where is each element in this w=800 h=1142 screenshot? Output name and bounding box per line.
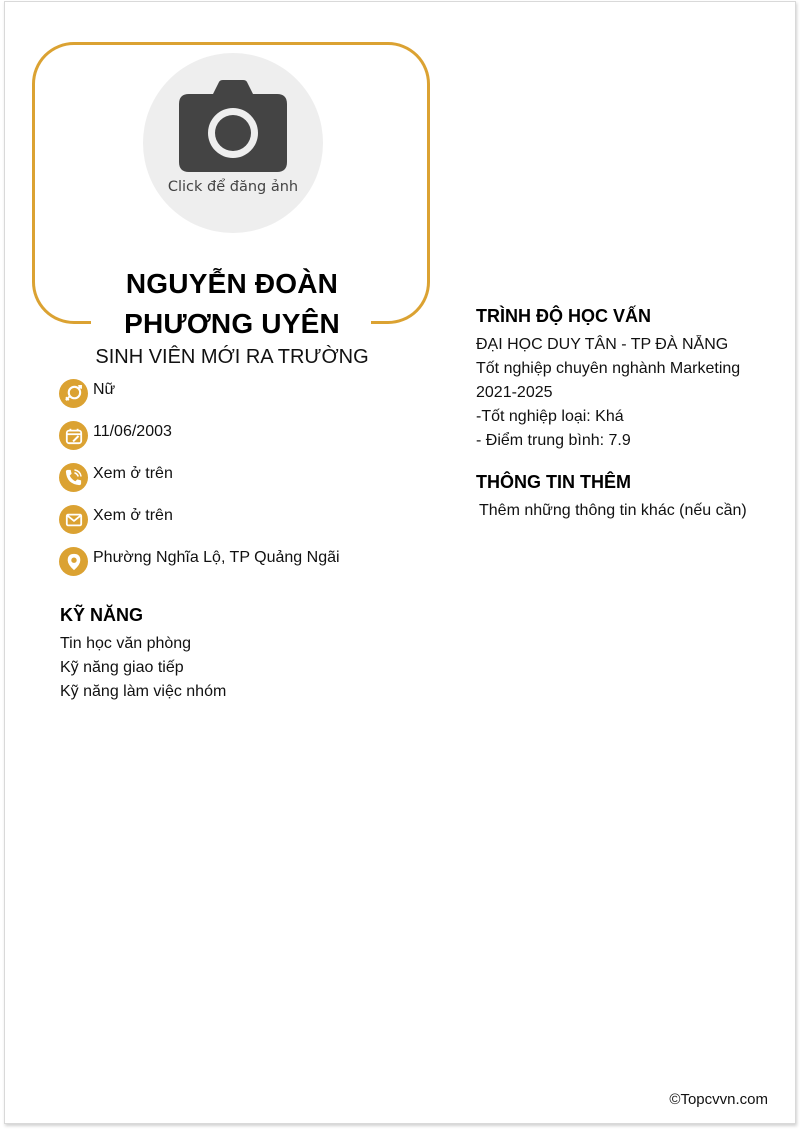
address-value: Phường Nghĩa Lộ, TP Quảng Ngãi xyxy=(93,549,340,566)
full-name xyxy=(45,264,419,344)
contact-gender xyxy=(59,378,340,420)
name-line-2: PHƯƠNG UYÊN xyxy=(124,308,340,339)
education-line: -Tốt nghiệp loại: Khá xyxy=(476,408,624,425)
contact-email xyxy=(59,504,340,546)
skill-item: Kỹ năng giao tiếp xyxy=(60,659,184,676)
skills-section xyxy=(60,605,420,704)
birthday-value: 11/06/2003 xyxy=(93,423,172,440)
job-title: SINH VIÊN MỚI RA TRƯỜNG xyxy=(95,346,369,368)
gender-value: Nữ xyxy=(93,381,116,398)
education-section xyxy=(476,306,786,453)
phone-value: Xem ở trên xyxy=(93,465,173,482)
additional-info-title: THÔNG TIN THÊM xyxy=(476,472,631,492)
contact-birthday xyxy=(59,420,340,462)
location-icon xyxy=(59,547,88,576)
camera-icon xyxy=(179,80,287,172)
gender-icon xyxy=(59,379,88,408)
education-line: 2021-2025 xyxy=(476,384,553,401)
contact-phone xyxy=(59,462,340,504)
skill-item: Kỹ năng làm việc nhóm xyxy=(60,683,227,700)
additional-info-text: Thêm những thông tin khác (nếu cần) xyxy=(479,502,747,519)
education-line: - Điểm trung bình: 7.9 xyxy=(476,432,631,449)
education-title: TRÌNH ĐỘ HỌC VẤN xyxy=(476,306,651,326)
skills-title: KỸ NĂNG xyxy=(60,605,144,625)
contact-list xyxy=(59,378,340,588)
phone-icon xyxy=(59,463,88,492)
education-line: ĐẠI HỌC DUY TÂN - TP ĐÀ NẴNG xyxy=(476,336,729,353)
skill-item: Tin học văn phòng xyxy=(60,635,192,652)
additional-info-section xyxy=(476,472,786,523)
copyright: ©Topcvvn.com xyxy=(669,1091,768,1108)
avatar-upload-label: Click để đăng ảnh xyxy=(167,179,299,195)
name-line-1: NGUYỄN ĐOÀN xyxy=(125,268,339,299)
email-icon xyxy=(59,505,88,534)
avatar-upload[interactable] xyxy=(143,53,323,233)
calendar-icon xyxy=(59,421,88,450)
email-value: Xem ở trên xyxy=(93,507,173,524)
education-line: Tốt nghiệp chuyên nghành Marketing xyxy=(476,360,741,377)
cv-page xyxy=(4,1,796,1124)
contact-address xyxy=(59,546,340,588)
